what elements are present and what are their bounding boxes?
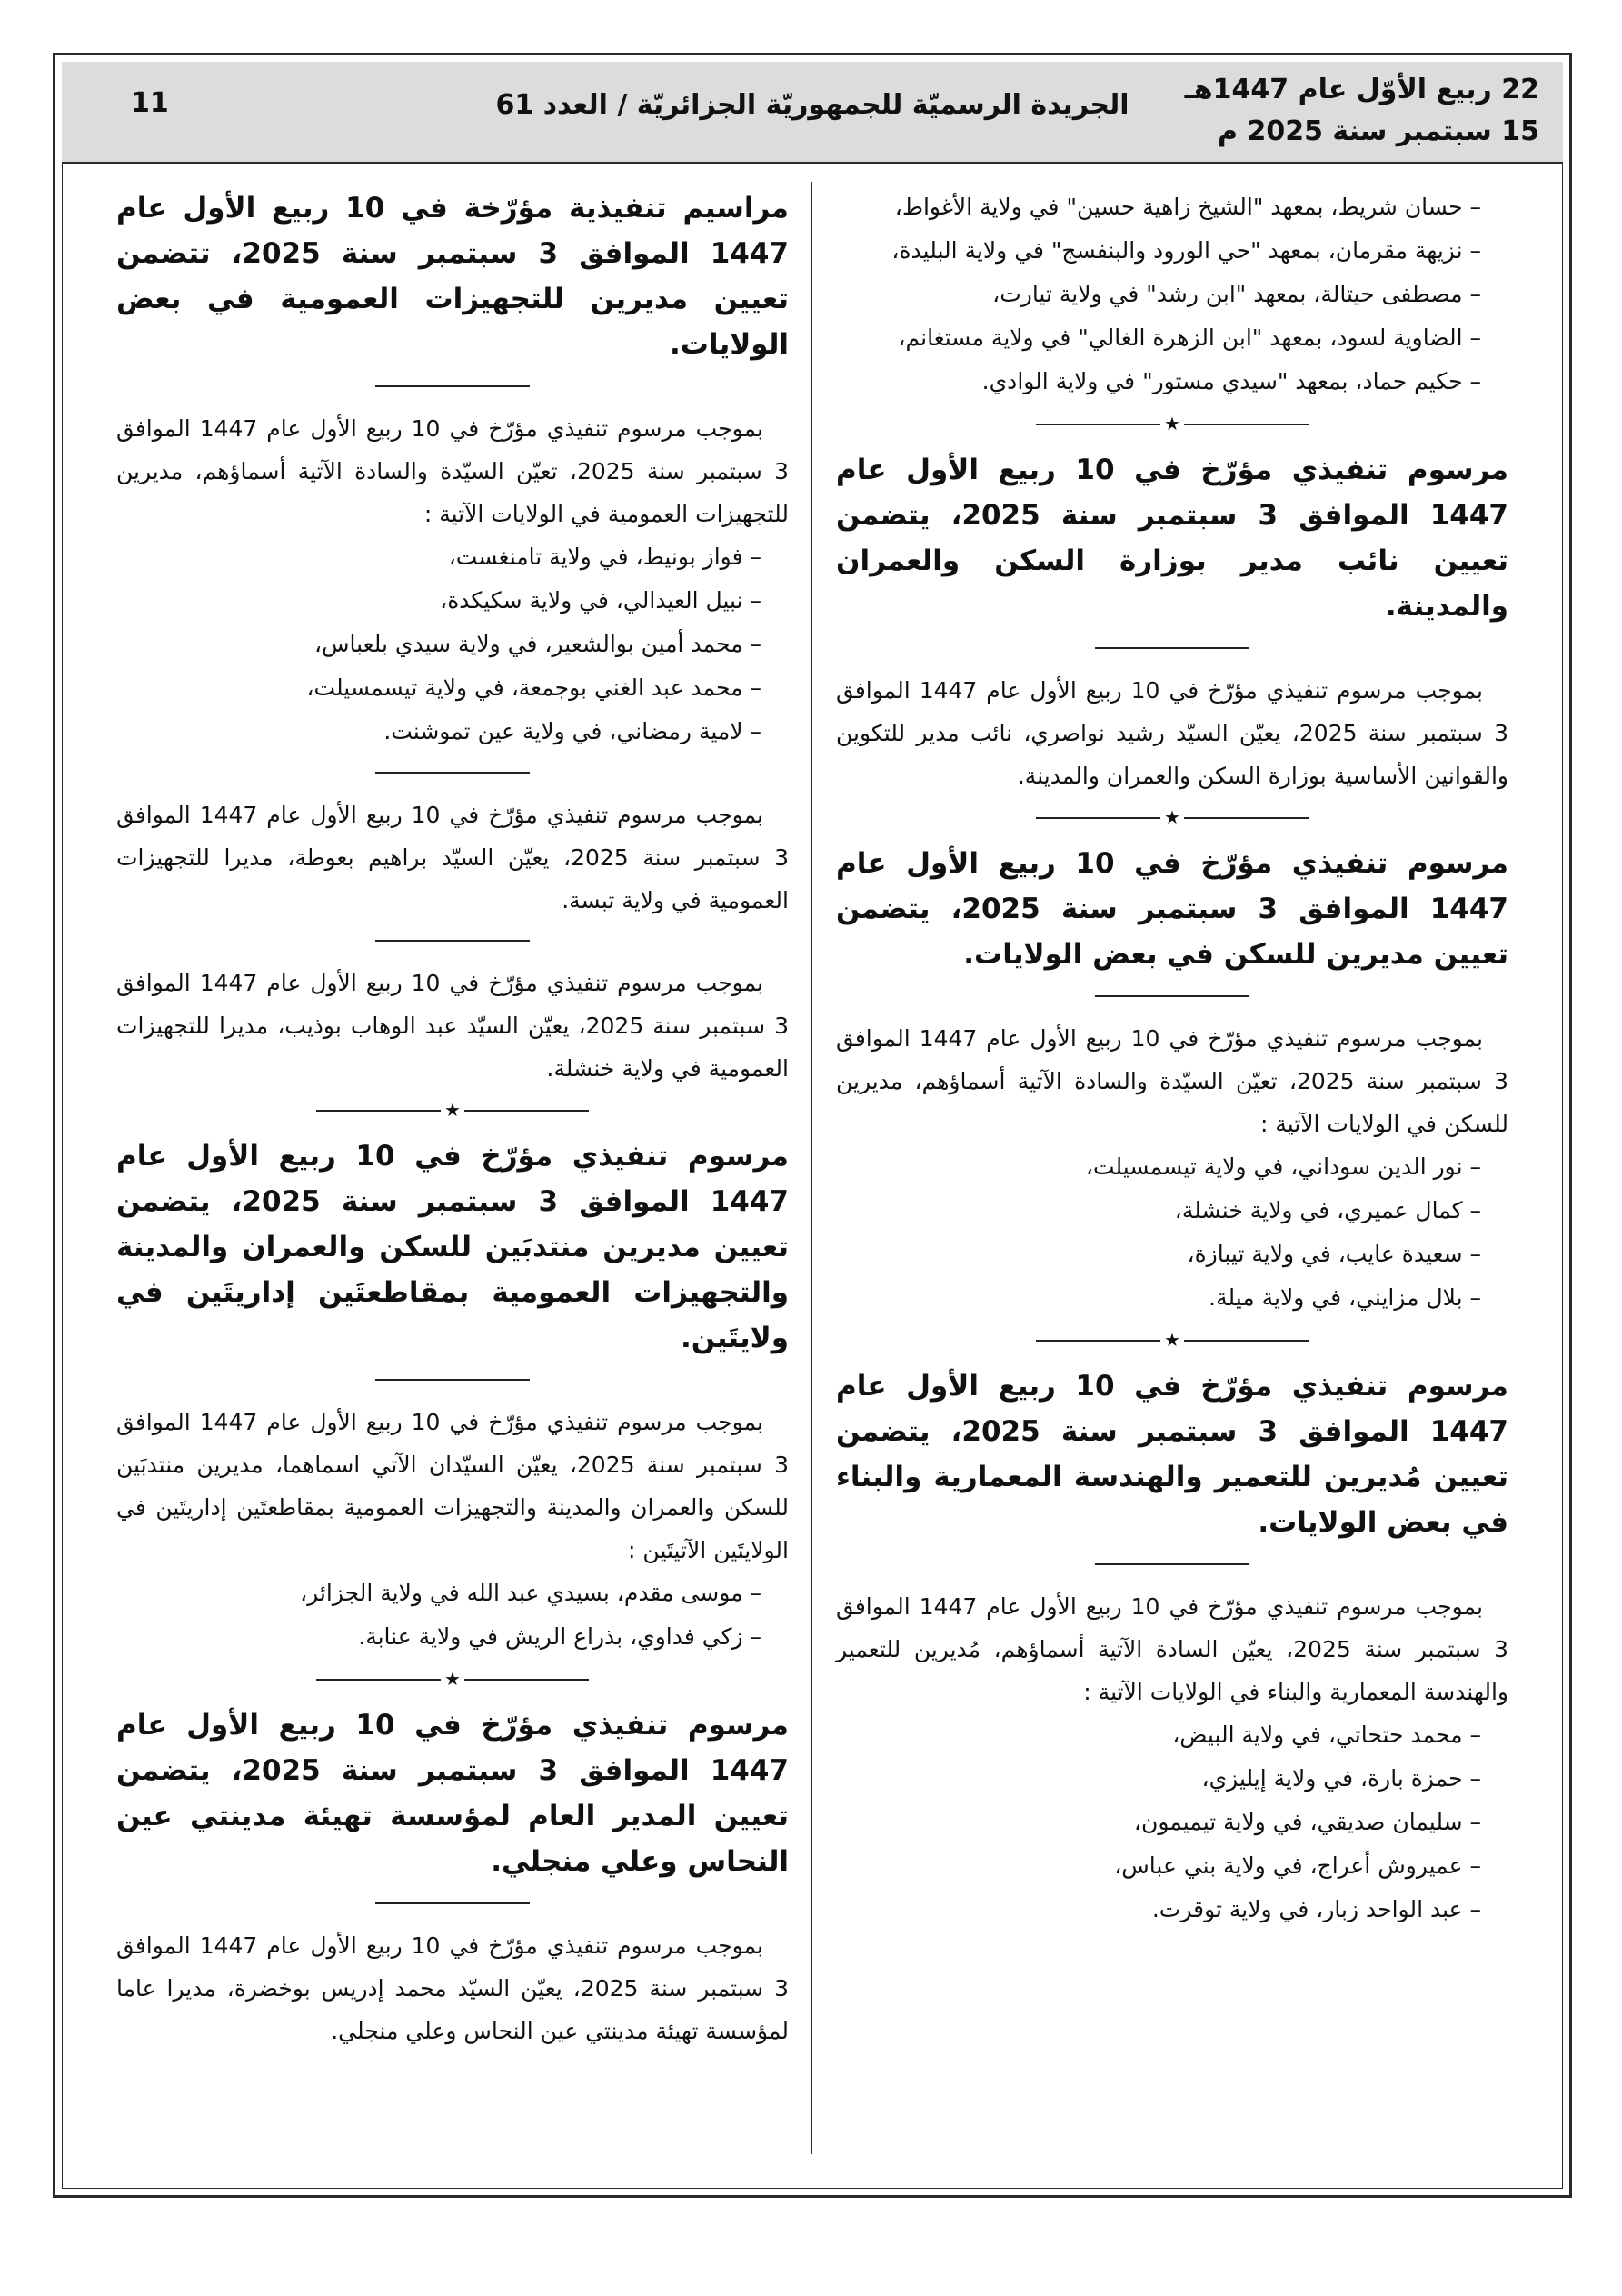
decree-body: بموجب مرسوم تنفيذي مؤرّخ في 10 ربيع الأول عام 1447 الموافق 3 سبتمبر سنة 2025، يعيّن السيّد عبد الوهاب بوذيب، مديرا للتجهيزات العمومية في ولاية خنشلة.: [116, 970, 789, 1082]
star-separator: [316, 1668, 589, 1690]
star-separator: [1036, 1329, 1309, 1351]
list-item: – سليمان صديقي، في ولاية تيميمون،: [1133, 1809, 1481, 1835]
decree-body: بموجب مرسوم تنفيذي مؤرّخ في 10 ربيع الأول عام 1447 الموافق 3 سبتمبر سنة 2025، يعيّن السيّد رشيد نواصري، نائب مدير للتكوين والقوانين الأساسية بوزارة السكن والعمران والمدينة.: [836, 677, 1509, 789]
list-item: – نزيهة مقرمان، بمعهد "حي الورود والبنفسج" في ولاية البليدة،: [891, 237, 1481, 264]
decree-heading: مرسوم تنفيذي مؤرّخ في 10 ربيع الأول عام 1447 الموافق 3 سبتمبر سنة 2025، يتضمن تعيين المدير العام لمؤسسة تهيئة مدينتي عين النحاس وعلي منجلي.: [116, 1709, 789, 1878]
star-icon: ★: [1160, 411, 1184, 436]
star-icon: ★: [441, 1097, 464, 1123]
decree-body: بموجب مرسوم تنفيذي مؤرّخ في 10 ربيع الأول عام 1447 الموافق 3 سبتمبر سنة 2025، يعيّن السيّد براهيم بعوطة، مديرا للتجهيزات العمومية في ولاية تبسة.: [116, 802, 789, 913]
short-separator: [1095, 647, 1249, 649]
header-date-hijri: 22 ربيع الأوّل عام 1447هـ: [1184, 74, 1539, 105]
star-separator: [1036, 806, 1309, 828]
decree-heading: مرسوم تنفيذي مؤرّخ في 10 ربيع الأول عام 1447 الموافق 3 سبتمبر سنة 2025، يتضمن تعيين نائب مدير بوزارة السكن والعمران والمدينة.: [836, 454, 1508, 623]
list-item: – مصطفى حيتالة، بمعهد "ابن رشد" في ولاية تيارت،: [992, 281, 1481, 307]
list-item: – الضاوية لسود، بمعهد "ابن الزهرة الغالي" في ولاية مستغانم،: [898, 324, 1481, 351]
right-column: [836, 185, 1508, 1932]
list-item: – نور الدين سوداني، في ولاية تيسمسيلت،: [1085, 1153, 1481, 1180]
decree-intro: بموجب مرسوم تنفيذي مؤرّخ في 10 ربيع الأول عام 1447 الموافق 3 سبتمبر سنة 2025، يعيّن السيّدان الآتي اسماهما، مديرين منتدبَين للسكن والعمران والمدينة والتجهيزات العمومية بمقاطعتَين إداريتَين في الولايتَين الآتيتَين :: [116, 1409, 789, 1563]
decree-heading: مرسوم تنفيذي مؤرّخ في 10 ربيع الأول عام 1447 الموافق 3 سبتمبر سنة 2025، يتضمن تعيين مديرين للسكن في بعض الولايات.: [836, 847, 1508, 971]
list-item: – عميروش أعراج، في ولاية بني عباس،: [1114, 1852, 1481, 1879]
page-header: [62, 62, 1563, 164]
list-item: – فواز بونيط، في ولاية تامنغست،: [448, 544, 761, 570]
list-item: – محمد أمين بوالشعير، في ولاية سيدي بلعباس،: [313, 631, 761, 657]
header-title: الجريدة الرسميّة للجمهوريّة الجزائريّة / العدد 61: [495, 89, 1129, 121]
left-column: [116, 185, 789, 2052]
list-item: – حسان شريط، بمعهد "الشيخ زاهية حسين" في ولاية الأغواط،: [894, 194, 1481, 220]
star-icon: ★: [1160, 1327, 1184, 1353]
decree-heading: مراسيم تنفيذية مؤرّخة في 10 ربيع الأول عام 1447 الموافق 3 سبتمبر سنة 2025، تتضمن تعيين مديرين للتجهيزات العمومية في بعض الولايات.: [116, 192, 790, 361]
star-icon: ★: [1160, 804, 1184, 830]
decree-intro: بموجب مرسوم تنفيذي مؤرّخ في 10 ربيع الأول عام 1447 الموافق 3 سبتمبر سنة 2025، تعيّن السيّدة والسادة الآتية أسماؤهم، مديرين للتجهيزات العمومية في الولايات الآتية :: [116, 415, 789, 527]
star-icon: ★: [441, 1666, 464, 1692]
list-item: – سعيدة عايب، في ولاية تيبازة،: [1187, 1241, 1481, 1267]
list-item: – عبد الواحد زبار، في ولاية توقرت.: [1151, 1896, 1481, 1922]
decree-intro: بموجب مرسوم تنفيذي مؤرّخ في 10 ربيع الأول عام 1447 الموافق 3 سبتمبر سنة 2025، يعيّن السادة الآتية أسماؤهم، مُديرين للتعمير والهندسة المعمارية والبناء في الولايات الآتية :: [836, 1593, 1509, 1705]
list-item: – كمال عميري، في ولاية خنشلة،: [1174, 1197, 1481, 1223]
short-separator: [375, 940, 530, 942]
star-separator: [1036, 413, 1309, 434]
header-date-gregorian: 15 سبتمبر سنة 2025 م: [1218, 115, 1539, 147]
decree-heading: مرسوم تنفيذي مؤرّخ في 10 ربيع الأول عام 1447 الموافق 3 سبتمبر سنة 2025، يتضمن تعيين مديرين منتدبَين للسكن والعمران والمدينة والتجهيزات العمومية بمقاطعتَين إداريتَين في ولايتَين.: [116, 1140, 789, 1354]
short-separator: [1095, 995, 1249, 997]
decree-intro: بموجب مرسوم تنفيذي مؤرّخ في 10 ربيع الأول عام 1447 الموافق 3 سبتمبر سنة 2025، تعيّن السيّدة والسادة الآتية أسماؤهم، مديرين للسكن في الولايات الآتية :: [836, 1025, 1508, 1137]
column-divider: [811, 182, 812, 2154]
list-item: – زكي فداوي، بذراع الريش في ولاية عنابة.: [358, 1623, 761, 1650]
decree-body: بموجب مرسوم تنفيذي مؤرّخ في 10 ربيع الأول عام 1447 الموافق 3 سبتمبر سنة 2025، يعيّن السيّد محمد إدريس بوخضرة، مديرا عاما لمؤسسة تهيئة مدينتي عين النحاس وعلي منجلي.: [116, 1932, 790, 2044]
list-item: – محمد حتحاتي، في ولاية البيض،: [1172, 1722, 1481, 1748]
list-item: – حمزة بارة، في ولاية إيليزي،: [1201, 1765, 1481, 1792]
list-item: – بلال مزايني، في ولاية ميلة.: [1209, 1284, 1481, 1311]
short-separator: [375, 1902, 530, 1904]
page-number: 11: [131, 87, 169, 119]
star-separator: [316, 1099, 589, 1121]
list-item: – نبيل العيدالي، في ولاية سكيكدة،: [440, 587, 761, 614]
decree-heading: مرسوم تنفيذي مؤرّخ في 10 ربيع الأول عام 1447 الموافق 3 سبتمبر سنة 2025، يتضمن تعيين مُديرين للتعمير والهندسة المعمارية والبناء في بعض الولايات.: [836, 1370, 1508, 1539]
short-separator: [375, 1379, 530, 1381]
short-separator: [375, 772, 530, 774]
list-item: – محمد عبد الغني بوجمعة، في ولاية تيسمسيلت،: [306, 674, 761, 701]
list-item: – حكيم حماد، بمعهد "سيدي مستور" في ولاية الوادي.: [981, 368, 1481, 394]
short-separator: [1095, 1563, 1249, 1565]
list-item: – موسى مقدم، بسيدي عبد الله في ولاية الجزائر،: [300, 1580, 761, 1606]
short-separator: [375, 385, 530, 387]
list-item: – لامية رمضاني، في ولاية عين تموشنت.: [383, 718, 761, 744]
